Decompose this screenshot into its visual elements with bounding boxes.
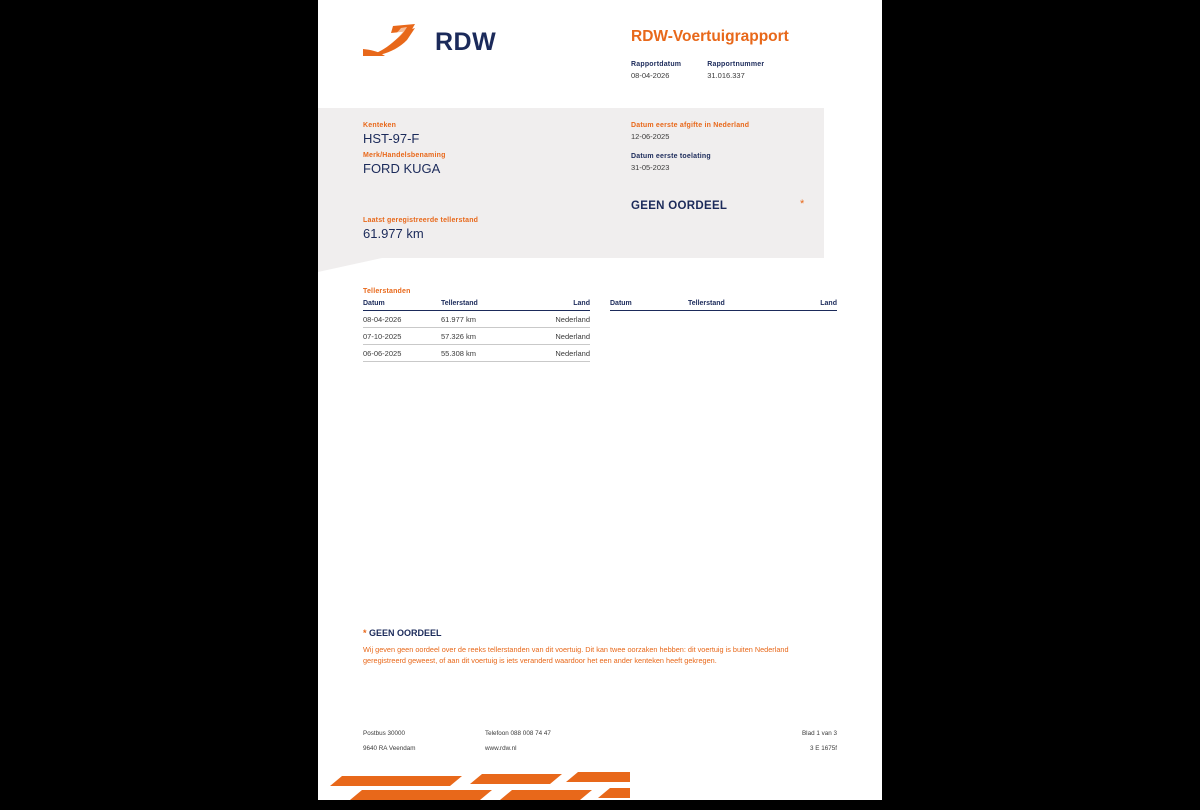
footer-website-link[interactable]: www.rdw.nl	[485, 745, 517, 752]
column-header-datum: Datum	[363, 300, 441, 311]
column-header-tellerstand: Tellerstand	[441, 300, 527, 311]
report-date-label: Rapportdatum	[631, 61, 682, 68]
verdict-footnote	[363, 628, 803, 667]
cell-datum: 08-04-2026	[363, 311, 441, 328]
rdw-logo	[363, 22, 496, 62]
vehicle-summary-panel	[318, 108, 824, 258]
table-row	[363, 345, 590, 362]
first-registration-field	[631, 122, 749, 141]
first-registration-value: 12-06-2025	[631, 132, 670, 141]
column-header-land: Land	[774, 300, 837, 311]
table-header-row	[363, 300, 590, 311]
footer-address-line2: 9640 RA Veendam	[363, 745, 416, 752]
merk-label: Merk/Handelsbenaming	[363, 152, 446, 159]
last-odometer-label: Laatst geregistreerde tellerstand	[363, 217, 479, 224]
odometer-tables-title: Tellerstanden	[363, 288, 411, 295]
report-number-label: Rapportnummer	[707, 61, 765, 68]
cell-tellerstand: 57.326 km	[441, 328, 527, 345]
cell-tellerstand: 55.308 km	[441, 345, 527, 362]
column-header-datum: Datum	[610, 300, 688, 311]
report-number	[707, 61, 764, 80]
document-page	[318, 0, 882, 800]
footer-doc-code: 3 E 1675f	[810, 745, 837, 752]
verdict-status: GEEN OORDEEL	[631, 200, 728, 212]
document-header	[318, 0, 882, 108]
footnote-title-text: GEEN OORDEEL	[369, 628, 442, 638]
cell-land: Nederland	[527, 328, 590, 345]
footer-address-line1: Postbus 30000	[363, 730, 406, 737]
kenteken-label: Kenteken	[363, 122, 397, 129]
report-meta	[631, 61, 790, 80]
first-admission-label: Datum eerste toelating	[631, 153, 711, 160]
kenteken-value: HST-97-F	[363, 131, 420, 146]
page-title: RDW-Voertuigrapport	[631, 28, 789, 45]
odometer-table-right	[610, 300, 837, 362]
footer-stripes-graphic	[330, 770, 630, 810]
footer-contact-line1: Telefoon 088 008 74 47	[485, 730, 551, 737]
footnote-star: *	[363, 628, 367, 638]
report-date-value: 08-04-2026	[631, 71, 670, 80]
kenteken-field	[363, 122, 419, 146]
first-admission-field	[631, 153, 711, 172]
verdict-footnote-body: Wij geven geen oordeel over de reeks tellerstanden van dit voertuig. Dit kan twee oorzaken hebben: dit voertuig is buiten Nederland geregistreerd geweest, of aan dit voertuig is iets veranderd waardoor het een ander kenteken heeft gekregen.	[363, 645, 789, 666]
column-header-land: Land	[527, 300, 590, 311]
odometer-tables	[363, 288, 837, 362]
rdw-swoosh-logo-icon	[363, 22, 425, 62]
cell-land: Nederland	[527, 345, 590, 362]
merk-field	[363, 152, 446, 176]
report-number-value: 31.016.337	[707, 71, 745, 80]
first-admission-value: 31-05-2023	[631, 163, 670, 172]
table-header-row	[610, 300, 837, 311]
cell-land: Nederland	[527, 311, 590, 328]
footer-page-info: Blad 1 van 3	[801, 730, 837, 737]
cell-datum: 07-10-2025	[363, 328, 441, 345]
merk-value: FORD KUGA	[363, 161, 441, 176]
verdict-footnote-marker: *	[800, 198, 805, 210]
table-row	[363, 311, 590, 328]
odometer-table-right-body	[610, 311, 837, 362]
last-odometer-field	[363, 217, 478, 241]
odometer-table-left	[363, 300, 590, 362]
table-row	[363, 328, 590, 345]
last-odometer-value: 61.977 km	[363, 226, 424, 241]
report-date	[631, 61, 681, 80]
document-footer	[363, 730, 837, 760]
cell-datum: 06-06-2025	[363, 345, 441, 362]
column-header-tellerstand: Tellerstand	[688, 300, 774, 311]
rdw-logo-text: RDW	[435, 27, 497, 56]
cell-tellerstand: 61.977 km	[441, 311, 527, 328]
panel-corner-notch	[318, 258, 382, 272]
first-registration-label: Datum eerste afgifte in Nederland	[631, 122, 750, 129]
verdict-footnote-title	[363, 628, 803, 638]
